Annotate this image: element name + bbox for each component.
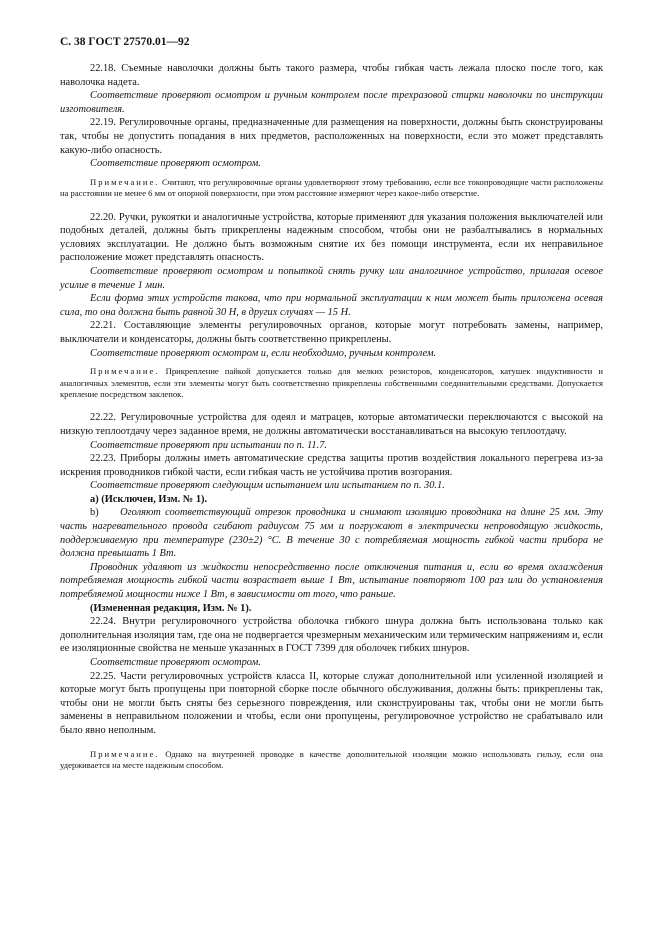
document-page [60,36,603,771]
note-label: Примечание. [90,366,160,377]
item-b-continued: Проводник удаляют из жидкости непосредственно после отключения питания и, если во время охлаждения потребляемая мощность гибкой части возрастает выше 1 Вт, испытание повторяют 100 раз или до установления потребляемой мощности ниже 1 Вт, в зависимости от того, что раньше. [60,561,603,601]
note-22-19 [60,177,603,200]
clause-22-24: 22.24. Внутри регулировочного устройства оболочка гибкого шнура должна быть использована только как дополнительная изоляция там, где она не подвергается чрезмерным механическим или термическим напряжениям и, если ее изоляционные свойства не меньше указанных в ГОСТ 7399 для оболочек гибких шнуров. [60,616,603,655]
amendment-text: (Измененная редакция, Изм. № 1). [90,602,252,614]
item-b-text: Оголяют соответствующий отрезок проводника и снимают изоляцию проводника на длине 25 мм. Эту часть нагревательного провода сгибают радиусом 75 мм и погружают в электрически непроводящую жидкость, поддерживаемую при температуре (230±2) °С. В течение 30 с потребляемая мощность гибкой части прибора не должна превышать 1 Вт. [60,507,603,560]
note-text: Прикрепление пайкой допускается только для мелких резисторов, конденсаторов, катушек индуктивности и аналогичных элементов, если эти элементы могут быть соответственно прикреплены собственными соединительными средствами. Допускается крепление посредством заклепок. [60,366,603,399]
compliance-22-20: Соответствие проверяют осмотром и попыткой снять ручку или аналогичное устройство, прилагая осевое усилие в течение 1 мин. [60,265,603,291]
amendment-note [60,602,603,616]
clause-22-18: 22.18. Съемные наволочки должны быть такого размера, чтобы гибкая часть лежала плоско после того, как наволочка надета. [60,63,603,88]
note-text: Однако на внутренней проводке в качестве дополнительной изоляции можно использовать гильзу, если она удерживается на месте надежным способом. [60,748,603,770]
note-text: Считают, что регулировочные органы удовлетворяют этому требованию, если все токопроводящие части расположены на расстоянии не менее 6 мм от опорной поверхности, при этом расстояние измеряют через какое-либо отверстие. [60,176,603,199]
note-label: Примечание. [90,176,160,187]
item-a [60,493,603,507]
item-b [60,506,603,560]
item-a-text: а) (Исключен, Изм. № 1). [90,493,208,505]
clause-22-20: 22.20. Ручки, рукоятки и аналогичные устройства, которые применяют для указания положения выключателей или подобных деталей, должны быть прикреплены надежным способом, чтобы они не разбалтывались в нормальных условиях эксплуатации. Не должно быть возможным снятие их без помощи инструмента, если их неправильное расположение может представлять опасность. [60,211,603,264]
compliance-22-18: Соответствие проверяют осмотром и ручным контролем после трехразовой стирки наволочки по инструкции изготовителя. [60,90,603,115]
compliance-22-22: Соответствие проверяют при испытании по п. 11.7. [90,439,328,451]
compliance-22-20-force: Если форма этих устройств такова, что при нормальной эксплуатации к ним может быть приложена осевая сила, то она должна быть равной 30 Н, в других случаях — 15 Н. [60,293,603,318]
item-b-label: b) [90,507,99,519]
compliance-22-19: Соответствие проверяют осмотром. [90,158,261,170]
compliance-22-21: Соответствие проверяют осмотром и, если необходимо, ручным контролем. [90,347,437,359]
compliance-22-24: Соответствие проверяют осмотром. [90,657,261,668]
page-header: С. 38 ГОСТ 27570.01—92 [60,36,190,48]
clause-22-23: 22.23. Приборы должны иметь автоматические средства защиты против воздействия локального перегрева из-за искрения проводников гибкой части, если гибкая часть не устойчива против возгорания. [60,453,603,478]
clause-22-21: 22.21. Составляющие элементы регулировочных органов, которые могут потребовать замены, например, выключатели и конденсаторы, должны быть соответственно прикреплены. [60,320,603,345]
clause-22-19: 22.19. Регулировочные органы, предназначенные для размещения на поверхности, должны быть сконструированы так, чтобы не допустить попадания в них предметов, расположенных на поверхности, если это может представлять какую-либо опасность. [60,117,603,156]
note-label: Примечание. [90,748,160,759]
clause-22-25: 22.25. Части регулировочных устройств класса II, которые служат дополнительной или усиленной изоляцией и которые могут быть пропущены при повторной сборке после обычного обслуживания, должны быть: прикреплены так, чтобы они не могли быть сняты без серьезного повреждения, или сконструированы так, чтобы они не могли быть заменены в неправильном положении и чтобы, если они пропущены, регулировочное устройство не срабатывало или было явно неполным. [60,670,603,736]
note-22-21 [60,366,603,400]
note-22-25 [60,749,603,772]
clause-22-22: 22.22. Регулировочные устройства для одеял и матрацев, которые автоматически переключаются с высокой на низкую теплоотдачу через заданное время, не должны автоматически восстанавливаться на высокую теплоотдачу. [60,412,603,437]
compliance-22-23: Соответствие проверяют следующим испытанием или испытанием по п. 30.1. [90,480,445,492]
